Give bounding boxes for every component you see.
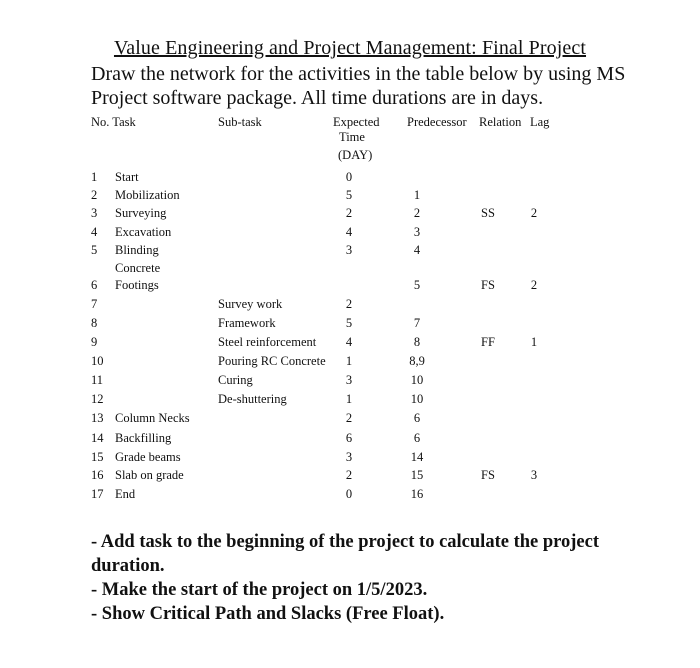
expected-time: 5 — [345, 316, 353, 330]
task-name-continued: Concrete — [115, 261, 161, 275]
predecessor: 6 — [413, 431, 421, 445]
header-time: Time — [339, 130, 365, 144]
task-name: Start — [115, 170, 139, 184]
header-lag: Lag — [530, 115, 550, 129]
task-name: Column Necks — [115, 411, 190, 425]
expected-time: 2 — [345, 206, 353, 220]
predecessor: 5 — [413, 278, 421, 292]
predecessor: 8,9 — [409, 354, 425, 368]
relation: FS — [481, 278, 495, 292]
lag: 2 — [530, 278, 538, 292]
predecessor: 8 — [413, 335, 421, 349]
expected-time: 6 — [345, 431, 353, 445]
subtask-name: Survey work — [218, 297, 283, 311]
predecessor: 14 — [410, 450, 424, 464]
note-item: - Make the start of the project on 1/5/2023. — [91, 580, 428, 600]
expected-time: 1 — [345, 354, 353, 368]
header-subtask: Sub-task — [218, 115, 262, 129]
lag: 1 — [530, 335, 538, 349]
row-number: 12 — [91, 392, 104, 406]
page-title: Value Engineering and Project Management: Final Project — [113, 37, 587, 59]
header-predecessor: Predecessor — [407, 115, 467, 129]
expected-time: 4 — [345, 335, 353, 349]
predecessor: 15 — [410, 468, 424, 482]
task-name: Slab on grade — [115, 468, 184, 482]
relation: FF — [481, 335, 495, 349]
expected-time: 2 — [345, 297, 353, 311]
header-no-task: No. Task — [91, 115, 136, 129]
expected-time: 4 — [345, 225, 353, 239]
row-number: 2 — [91, 188, 98, 202]
subtask-name: Pouring RC Concrete — [218, 354, 326, 368]
lag: 3 — [530, 468, 538, 482]
row-number: 11 — [91, 373, 104, 387]
predecessor: 4 — [413, 243, 421, 257]
task-name: Blinding — [115, 243, 159, 257]
expected-time: 2 — [345, 411, 353, 425]
expected-time: 0 — [345, 487, 353, 501]
row-number: 3 — [91, 206, 98, 220]
row-number: 15 — [91, 450, 104, 464]
predecessor: 10 — [410, 392, 424, 406]
task-name: Grade beams — [115, 450, 181, 464]
instructions-paragraph: Draw the network for the activities in the table below by using MS Project software package. All time durations are in days. — [91, 63, 626, 109]
row-number: 9 — [91, 335, 98, 349]
row-number: 7 — [91, 297, 98, 311]
predecessor: 2 — [413, 206, 421, 220]
subtask-name: Framework — [218, 316, 276, 330]
predecessor: 1 — [413, 188, 421, 202]
row-number: 5 — [91, 243, 98, 257]
expected-time: 3 — [345, 243, 353, 257]
expected-time: 1 — [345, 392, 353, 406]
note-item: - Add task to the beginning of the project to calculate the project duration. — [91, 532, 600, 576]
predecessor: 6 — [413, 411, 421, 425]
expected-time: 5 — [345, 188, 353, 202]
predecessor: 10 — [410, 373, 424, 387]
header-expected: Expected — [333, 115, 380, 129]
subtask-name: Steel reinforcement — [218, 335, 317, 349]
predecessor: 3 — [413, 225, 421, 239]
expected-time: 0 — [345, 170, 353, 184]
header-relation: Relation — [479, 115, 522, 129]
row-number: 8 — [91, 316, 98, 330]
header-day: (DAY) — [338, 148, 373, 162]
task-name: Backfilling — [115, 431, 172, 445]
row-number: 17 — [91, 487, 104, 501]
task-name: Excavation — [115, 225, 172, 239]
row-number: 10 — [91, 354, 104, 368]
row-number: 4 — [91, 225, 98, 239]
lag: 2 — [530, 206, 538, 220]
note-item: - Show Critical Path and Slacks (Free Float). — [91, 604, 445, 624]
subtask-name: De-shuttering — [218, 392, 287, 406]
predecessor: 16 — [410, 487, 424, 501]
expected-time: 3 — [345, 450, 353, 464]
row-number: 16 — [91, 468, 104, 482]
requirements-notes — [91, 530, 671, 626]
task-name: End — [115, 487, 136, 501]
predecessor: 7 — [413, 316, 421, 330]
subtask-name: Curing — [218, 373, 253, 387]
row-number: 13 — [91, 411, 104, 425]
row-number: 14 — [91, 431, 104, 445]
task-name: Surveying — [115, 206, 167, 220]
task-name: Footings — [115, 278, 159, 292]
row-number: 6 — [91, 278, 98, 292]
expected-time: 2 — [345, 468, 353, 482]
expected-time: 3 — [345, 373, 353, 387]
task-name: Mobilization — [115, 188, 180, 202]
relation: SS — [481, 206, 495, 220]
row-number: 1 — [91, 170, 98, 184]
relation: FS — [481, 468, 495, 482]
